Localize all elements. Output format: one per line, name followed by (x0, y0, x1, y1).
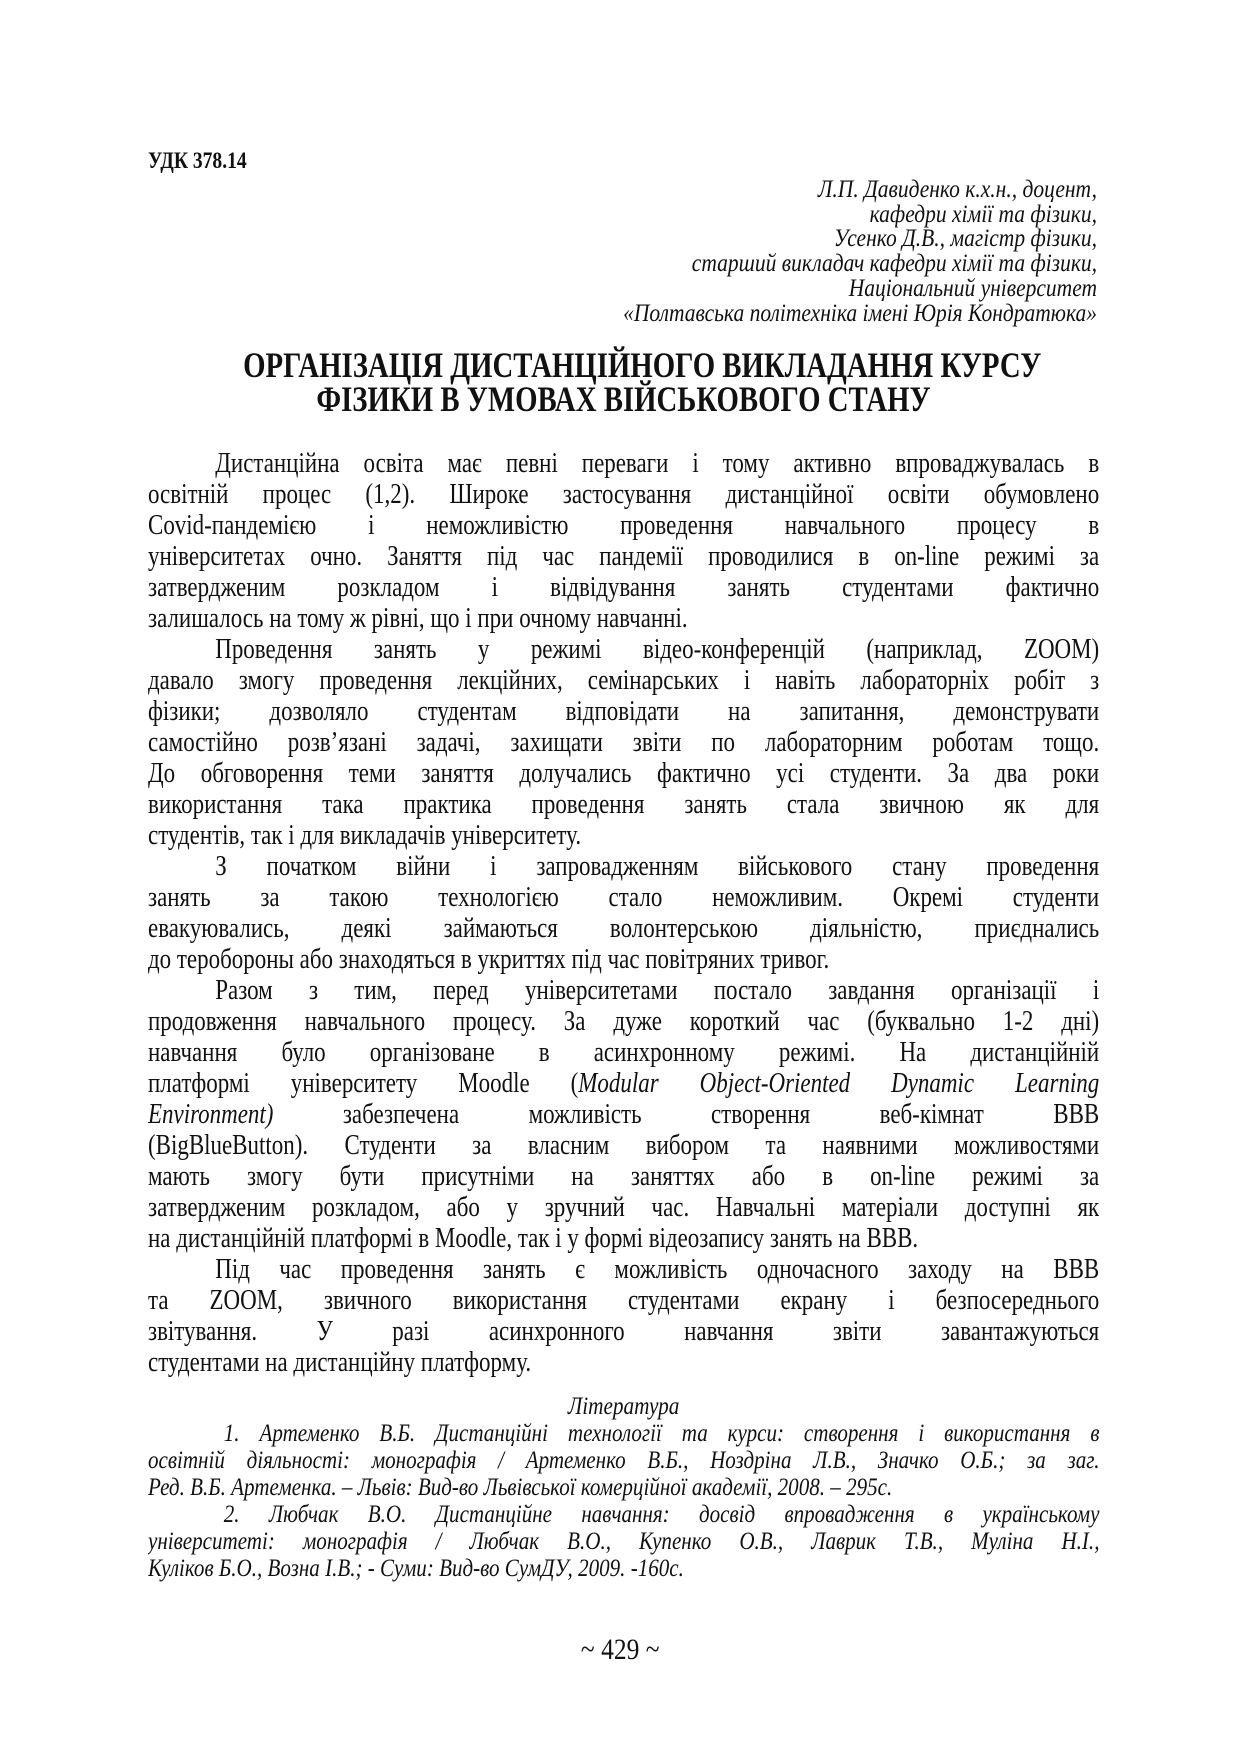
text-line: Covid-пандемією і неможливістю проведення навчального процесу в (148, 510, 1100, 541)
text-line: 2. Любчак В.О. Дистанційне навчання: досвід впровадження в українському (223, 1501, 1100, 1528)
text-line: до теробороны або знаходяться в укриттях під час повітряних тривог. (148, 944, 830, 975)
text-line: Разом з тим, перед університетами постало завдання організації і (215, 975, 1100, 1006)
author-line: кафедри хімії та фізики, (869, 200, 1097, 228)
paragraph (148, 634, 1099, 851)
title-line: ФІЗИКИ В УМОВАХ ВІЙСЬКОВОГО СТАНУ (316, 379, 931, 419)
text-line (148, 1068, 1099, 1099)
text-line: освітній процес (1,2). Широке застосування дистанційної освіти обумовлено (148, 479, 1100, 510)
text-line: фізики; дозволяло студентам відповідати на запитання, демонструвати (148, 696, 1100, 727)
text-line: звітування. У разі асинхронного навчання звіти завантажуються (148, 1316, 1100, 1347)
text-line: освітній діяльності: монографія / Артеменко В.Б., Ноздріна Л.В., Значко О.Б.; за заг. (148, 1447, 1100, 1474)
text-line: занять за такою технологією стало неможливим. Окремі студенти (148, 882, 1100, 913)
author-line: Усенко Д.В., магістр фізики, (833, 225, 1097, 253)
text-line: використання така практика проведення занять стала звичною як для (148, 789, 1100, 820)
text-line: самостійно розв’язані задачі, захищати звіти по лабораторним роботам тощо. (148, 727, 1100, 758)
text-line: Дистанційна освіта має певні переваги і тому активно впроваджувалась в (215, 448, 1100, 479)
literature-heading (148, 1393, 1099, 1421)
paragraph (148, 1254, 1099, 1378)
author-line: Л.П. Давиденко к.х.н., доцент, (817, 176, 1097, 203)
text-line: евакуювались, деякі займаються волонтерською діяльністю, приєднались (148, 913, 1100, 944)
reference-list (148, 1420, 1099, 1582)
paragraph (148, 975, 1099, 1254)
text-line: З початком війни і запровадженням військового стану проведення (215, 851, 1100, 882)
text-segment: платформі університету Moodle ( (148, 1068, 579, 1099)
text-line: та ZOOM, звичного використання студентами екрану і безпосереднього (148, 1285, 1100, 1316)
author-line: «Полтавська політехніка імені Юрія Кондратюка» (623, 299, 1097, 327)
italic-text: Modular Object-Oriented Dynamic Learning (578, 1068, 1100, 1099)
paragraph (148, 851, 1099, 975)
text-segment: забезпечена можливість створення веб-кімнат ВВВ (273, 1099, 1100, 1130)
paragraph (148, 448, 1099, 634)
text-line: мають змогу бути присутніми на заняттях або в on-line режимі за (148, 1161, 1100, 1192)
page-number-text: ~ 429 ~ (580, 1633, 660, 1666)
literature-heading-text: Література (567, 1393, 680, 1420)
text-line: затвердженим розкладом і відвідування занять студентами фактично (148, 572, 1100, 603)
text-line: До обговорення теми заняття долучались фактично усі студенти. За два роки (148, 758, 1100, 789)
text-line: університеті: монографія / Любчак В.О., Купенко О.В., Лаврик Т.В., Муліна Н.І., (148, 1528, 1100, 1555)
reference-item (148, 1501, 1099, 1582)
reference-item (148, 1420, 1099, 1501)
text-line: продовження навчального процесу. За дуже короткий час (буквально 1-2 дні) (148, 1006, 1100, 1037)
title-line: ОРГАНІЗАЦІЯ ДИСТАНЦІЙНОГО ВИКЛАДАННЯ КУРСУ (243, 345, 1042, 385)
text-line: Ред. В.Б. Артеменка. – Львів: Вид-во Львівської комерційної академії, 2008. – 295с. (148, 1474, 893, 1501)
author-affiliations (237, 178, 1097, 326)
text-line: Проведення занять у режимі відео-конференцій (наприклад, ZOOM) (215, 634, 1100, 665)
article-body (148, 448, 1099, 1378)
text-line: Куліков Б.О., Возна І.В.; - Суми: Вид-во СумДУ, 2009. -160с. (148, 1555, 684, 1582)
text-line: на дистанційній платформі в Moodle, так і у формі відеозапису занять на ВВВ. (148, 1223, 919, 1254)
author-line: Національний університет (848, 274, 1097, 302)
text-line: 1. Артеменко В.Б. Дистанційні технології та курси: створення і використання в (223, 1420, 1100, 1447)
text-line: (BigBlueButton). Студенти за власним вибором та наявними можливостями (148, 1130, 1100, 1161)
text-line: затвердженим розкладом, або у зручний час. Навчальні матеріали доступні як (148, 1192, 1100, 1223)
text-line: залишалось на тому ж рівні, що і при очному навчанні. (148, 603, 688, 634)
text-line: Під час проведення занять є можливість одночасного заходу на ВВВ (215, 1254, 1100, 1285)
udk-code: УДК 378.14 (148, 148, 247, 173)
article-title (148, 345, 1099, 419)
text-line: університетах очно. Заняття під час пандемії проводилися в on-line режимі за (148, 541, 1100, 572)
author-line: старший викладач кафедри хімії та фізики, (691, 250, 1097, 278)
italic-text: Environment) (148, 1099, 274, 1130)
text-line: студентами на дистанційну платформу. (148, 1347, 532, 1378)
page-number (0, 1633, 1240, 1667)
text-line (148, 1099, 1099, 1130)
text-line: давало змогу проведення лекційних, семінарських і навіть лабораторніх робіт з (148, 665, 1100, 696)
text-line: студентів, так і для викладачів університету. (148, 820, 582, 851)
text-line: навчання було організоване в асинхронному режимі. На дистанційній (148, 1037, 1100, 1068)
